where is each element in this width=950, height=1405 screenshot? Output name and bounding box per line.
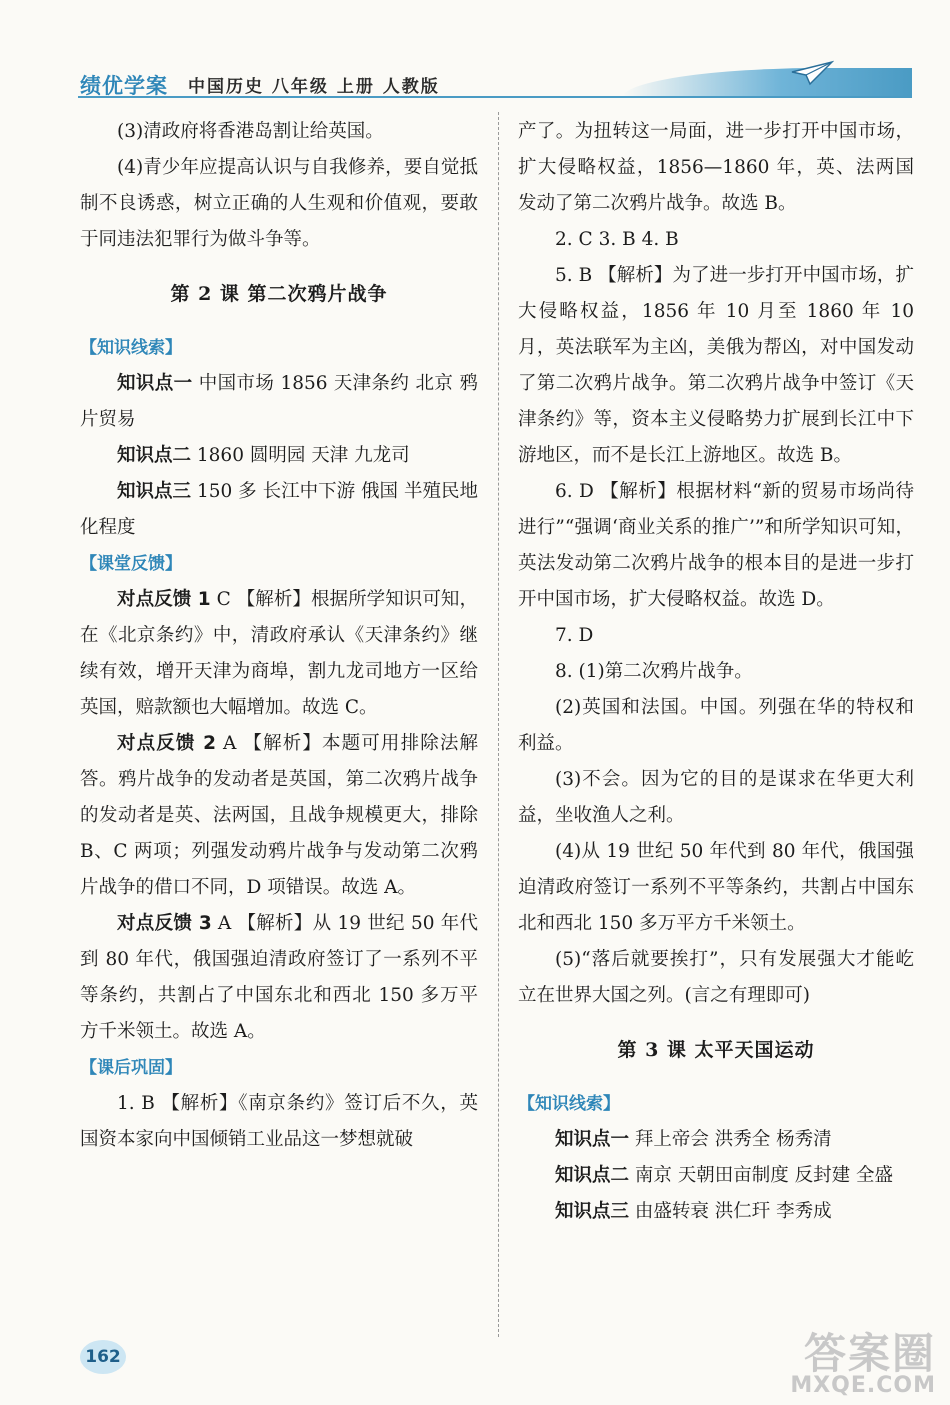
header-wave-decoration bbox=[622, 68, 912, 98]
page-number: 162 bbox=[80, 1340, 126, 1374]
left-column bbox=[80, 114, 478, 1158]
answer-line: 2. C 3. B 4. B bbox=[555, 229, 679, 250]
section-heading: 【知识线索】 bbox=[518, 1094, 620, 1114]
knowledge-point bbox=[518, 1158, 914, 1194]
knowledge-point bbox=[80, 438, 478, 474]
knowledge-point bbox=[518, 1122, 914, 1158]
knowledge-point-label: 知识点三 bbox=[555, 1201, 630, 1222]
feedback-text: A 【解析】本题可用排除法解答。鸦片战争的发动者是英国，第二次鸦片战争的发动者是英、法两国，且战争规模更大，排除 B、C 两项；列强发动鸦片战争与发动第二次鸦片战争的借口不同，D 项错误。故选 A。 bbox=[80, 733, 478, 898]
brand-logo: 绩优学案 bbox=[80, 74, 168, 98]
knowledge-point bbox=[80, 366, 478, 438]
answer-line: 1. B 【解析】《南京条约》签订后不久，英国资本家向中国倾销工业品这一梦想就破 bbox=[80, 1093, 478, 1150]
knowledge-point-label: 知识点二 bbox=[555, 1165, 630, 1186]
watermark-url: MXQE.COM bbox=[790, 1373, 936, 1398]
knowledge-point-text: 中国市场 1856 天津条约 北京 鸦片贸易 bbox=[80, 373, 478, 430]
feedback-label: 对点反馈 1 bbox=[117, 589, 211, 610]
knowledge-point bbox=[518, 1194, 914, 1230]
answer-line: 7. D bbox=[555, 625, 594, 646]
answer-line: (3)清政府将香港岛割让给英国。 bbox=[117, 121, 384, 142]
feedback-answer bbox=[80, 726, 478, 906]
feedback-answer bbox=[80, 906, 478, 1050]
feedback-label: 对点反馈 2 bbox=[117, 733, 217, 754]
section-heading: 【课堂反馈】 bbox=[80, 554, 182, 574]
watermark-logo-text: 答案圈 bbox=[803, 1329, 936, 1378]
answer-line: 8. (1)第二次鸦片战争。 bbox=[555, 661, 753, 682]
answer-line: 产了。为扭转这一局面，进一步打开中国市场，扩大侵略权益，1856—1860 年，英、法两国发动了第二次鸦片战争。故选 B。 bbox=[518, 121, 914, 214]
right-column bbox=[518, 114, 914, 1230]
knowledge-point-text: 由盛转衰 洪仁玕 李秀成 bbox=[629, 1201, 832, 1222]
knowledge-point-text: 拜上帝会 洪秀全 杨秀清 bbox=[629, 1129, 832, 1150]
feedback-answer bbox=[80, 582, 478, 726]
lesson-title: 第 3 课 太平天国运动 bbox=[617, 1039, 815, 1061]
answer-line: (4)从 19 世纪 50 年代到 80 年代，俄国强迫清政府签订一系列不平等条约，共割占中国东北和西北 150 多万平方千米领土。 bbox=[518, 841, 914, 934]
knowledge-point-text: 150 多 长江中下游 俄国 半殖民地化程度 bbox=[80, 481, 478, 538]
knowledge-point-label: 知识点三 bbox=[117, 481, 192, 502]
knowledge-point-label: 知识点一 bbox=[555, 1129, 630, 1150]
section-heading: 【课后巩固】 bbox=[80, 1058, 182, 1078]
page-header bbox=[0, 60, 950, 102]
lesson-title: 第 2 课 第二次鸦片战争 bbox=[170, 283, 388, 305]
answer-line: 5. B 【解析】为了进一步打开中国市场，扩大侵略权益，1856 年 10 月至 1860 年 10 月，英法联军为主凶，美俄为帮凶，对中国发动了第二次鸦片战争。第二次鸦片战争中签订《天津条约》等，资本主义侵略势力扩展到长江中下游地区，而不是长江上游地区。故选 B。 bbox=[518, 265, 914, 466]
site-watermark bbox=[790, 1329, 936, 1398]
feedback-text: C 【解析】根据所学知识可知，在《北京条约》中，清政府承认《天津条约》继续有效，增开天津为商埠，割九龙司地方一区给英国，赔款额也大幅增加。故选 C。 bbox=[80, 589, 478, 718]
section-heading: 【知识线索】 bbox=[80, 338, 182, 358]
knowledge-point-text: 1860 圆明园 天津 九龙司 bbox=[191, 445, 410, 466]
knowledge-point-label: 知识点二 bbox=[117, 445, 192, 466]
column-divider bbox=[498, 112, 500, 1337]
paper-plane-icon bbox=[790, 60, 834, 86]
feedback-label: 对点反馈 3 bbox=[117, 913, 212, 934]
book-info: 中国历史 八年级 上册 人教版 bbox=[188, 77, 440, 97]
answer-line: (5)“落后就要挨打”，只有发展强大才能屹立在世界大国之列。(言之有理即可) bbox=[518, 949, 914, 1006]
answer-line: (4)青少年应提高认识与自我修养，要自觉抵制不良诱惑，树立正确的人生观和价值观，要敢于同违法犯罪行为做斗争等。 bbox=[80, 157, 478, 250]
knowledge-point-label: 知识点一 bbox=[117, 373, 193, 394]
knowledge-point bbox=[80, 474, 478, 546]
knowledge-point-text: 南京 天朝田亩制度 反封建 全盛 bbox=[629, 1165, 894, 1186]
feedback-text: A 【解析】从 19 世纪 50 年代到 80 年代，俄国强迫清政府签订了一系列不平等条约，共割占了中国东北和西北 150 多万平方千米领土。故选 A。 bbox=[80, 913, 478, 1042]
answer-line: (3)不会。因为它的目的是谋求在华更大利益，坐收渔人之利。 bbox=[518, 769, 914, 826]
answer-line: 6. D 【解析】根据材料“新的贸易市场尚待进行”“强调‘商业关系的推广’”和所学知识可知，英法发动第二次鸦片战争的根本目的是进一步打开中国市场，扩大侵略权益。故选 D。 bbox=[518, 481, 914, 610]
answer-line: (2)英国和法国。中国。列强在华的特权和利益。 bbox=[518, 697, 914, 754]
